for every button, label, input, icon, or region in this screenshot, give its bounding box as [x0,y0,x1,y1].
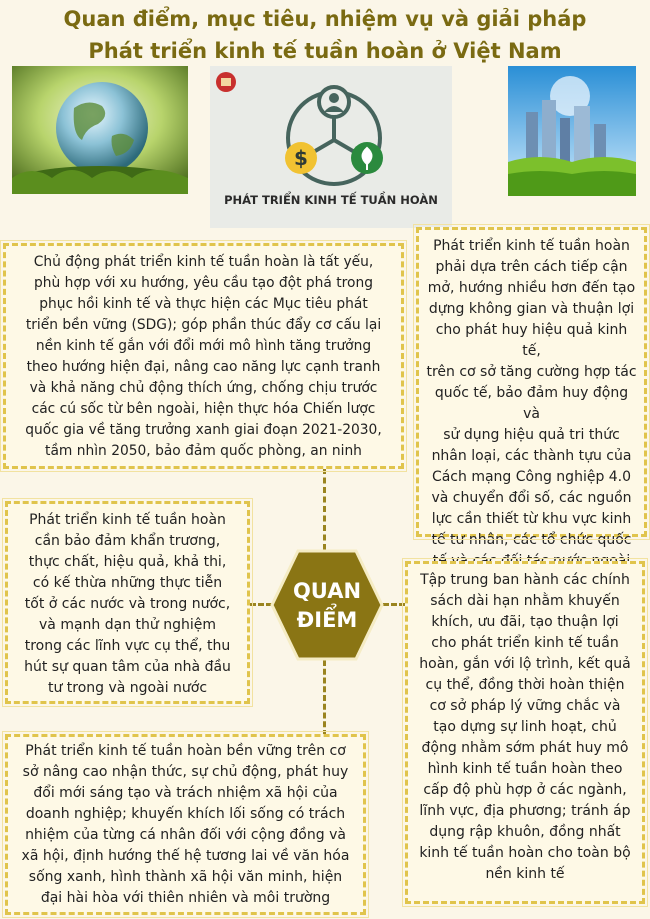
box-text-line: tầm nhìn 2050, bảo đảm quốc phòng, an ninh [45,443,362,459]
box-text-line: tế tư nhân, các tổ chức quốc [431,532,632,548]
box-text-line: tốt ở các nước và trong nước, [24,596,231,612]
box-text-line: lĩnh vực, địa phương; tránh áp [419,803,631,819]
box-text-line: mở, hướng nhiều hơn đến tạo [427,280,636,296]
box-text-line: sách dài hạn nhằm khuyến [430,593,620,609]
box-text-line: và khả năng chủ động thích ứng, chống chịu trước [29,380,378,396]
box-text-line: đổi mới sáng tạo và trách nhiệm xã hội của [33,785,338,801]
box-text-line: phù hợp với xu hướng, yêu cầu tạo đột phá trong [34,275,373,291]
box-text-line: hoàn, gắn với lộ trình, kết quả [419,656,631,672]
box-text-line: lực cần thiết từ khu vực kinh [431,511,632,527]
box-text-line: nhân loại, các thành tựu của [431,448,632,464]
box-text-line: và chuyển đổi số, các nguồn [431,490,632,506]
box-text-line: cho phát triển kinh tế tuần [431,635,619,651]
box-text-line: dựng không gian và thuận lợi [428,301,635,317]
box-text-line: quốc tế, bảo đảm huy động và [434,385,629,422]
box-text-line: Cách mạng Công nghiệp 4.0 [431,469,632,485]
box-text-line: hút sự quan tâm của nhà đầu [24,659,231,675]
box-text-line: hình kinh tế tuần hoàn theo [427,761,623,777]
box-text-line: thực chất, hiệu quả, khả thi, [28,554,227,570]
box-text-line: trong các lĩnh vực cụ thể, thu [24,638,231,654]
box-text-line: nền kinh tế [485,866,565,882]
box-text-line: kinh tế tuần hoàn cho toàn bộ [419,845,631,861]
box-text-line: có kế thừa những thực tiễn [32,575,223,591]
globe-image [12,66,188,194]
box-text-line: tư trong và ngoài nước [47,680,208,696]
box-text-line: Chủ động phát triển kinh tế tuần hoàn là tất yếu, [33,254,374,270]
circular-economy-logo [210,66,452,228]
box-text-line: tạo dựng sự linh hoạt, chủ [433,719,617,735]
page-title-line-2: Phát triển kinh tế tuần hoàn ở Việt Nam [88,39,562,63]
box-text-line: dụng rập khuôn, đồng nhất [429,824,621,840]
hexagon-label-line-2: ĐIỂM [296,608,358,632]
box-mid-left [5,501,250,704]
box-text-line: các cú sốc từ bên ngoài, hiện thực hóa Chiến lược [31,401,376,417]
box-text-line: Tập trung ban hành các chính [420,572,630,588]
box-text-line: cụ thể, đồng thời hoàn thiện [425,677,625,693]
box-text-line: sử dụng hiệu quả tri thức [443,427,620,443]
box-text-line: triển bền vững (SDG); góp phần thúc đẩy cơ cấu lại [25,317,382,333]
box-text-line: cần bảo đảm khẩn trương, [34,533,221,549]
box-text-line: cho phát huy hiệu quả kinh tế, [435,322,628,359]
quan-diem-hexagon [270,549,384,661]
box-text-line: cơ sở pháp lý vững chắc và [429,698,621,714]
box-text-line: khích, ưu đãi, tạo thuận lợi [431,614,619,630]
box-text-line: quốc gia về tăng trưởng xanh giai đoạn 2021-2030, [25,422,382,438]
box-text-line: Phát triển kinh tế tuần hoàn [433,238,630,254]
box-text-line: xã hội, định hướng thế hệ tương lai về văn hóa [21,848,350,864]
box-text-line: động nhằm sớm phát huy mô [421,740,629,756]
box-text-line: nhiệm của từng cá nhân đối với cộng đồng và [25,827,346,843]
box-text-line: sở nâng cao nhận thức, sự chủ động, phát huy [22,764,349,780]
box-text-line: doanh nghiệp; khuyến khích lối sống có trách [25,806,346,822]
box-text-line: phục hồi kinh tế và thực hiện các Mục tiêu phát [39,296,368,312]
box-text-line: theo hướng hiện đại, nâng cao năng lực cạnh tranh [26,359,381,375]
box-top-left [3,243,404,469]
hexagon-label-line-1: QUAN [292,579,362,603]
connector-right [383,603,405,606]
svg-text:$: $ [294,146,308,170]
connector-left [250,603,272,606]
connector-vertical-top [323,468,326,550]
box-text-line: Phát triển kinh tế tuần hoàn bền vững trên cơ [25,743,346,759]
box-text-line: đại hài hòa với thiên nhiên và môi trường [40,890,331,906]
logo-caption: PHÁT TRIỂN KINH TẾ TUẦN HOÀN [224,193,438,207]
box-text-line: phải dựa trên cách tiếp cận [435,259,628,275]
box-text-line: trên cơ sở tăng cường hợp tác [426,364,637,380]
box-text-line: sống xanh, hình thành xã hội văn minh, hiện [28,869,343,885]
box-text-line: và mạnh dạn thử nghiệm [39,617,216,633]
box-text-line: Phát triển kinh tế tuần hoàn [29,512,226,528]
page-title-line-1: Quan điểm, mục tiêu, nhiệm vụ và giải pháp [63,7,587,31]
box-top-right [416,227,647,548]
box-text-line: cấp độ phù hợp ở các ngành, [423,782,627,798]
green-city-image [508,66,636,196]
box-mid-right [405,561,645,904]
box-bottom [5,734,366,915]
box-text-line: nền kinh tế gắn với đổi mới mô hình tăng trưởng [35,338,372,354]
connector-vertical-bottom [323,660,326,736]
